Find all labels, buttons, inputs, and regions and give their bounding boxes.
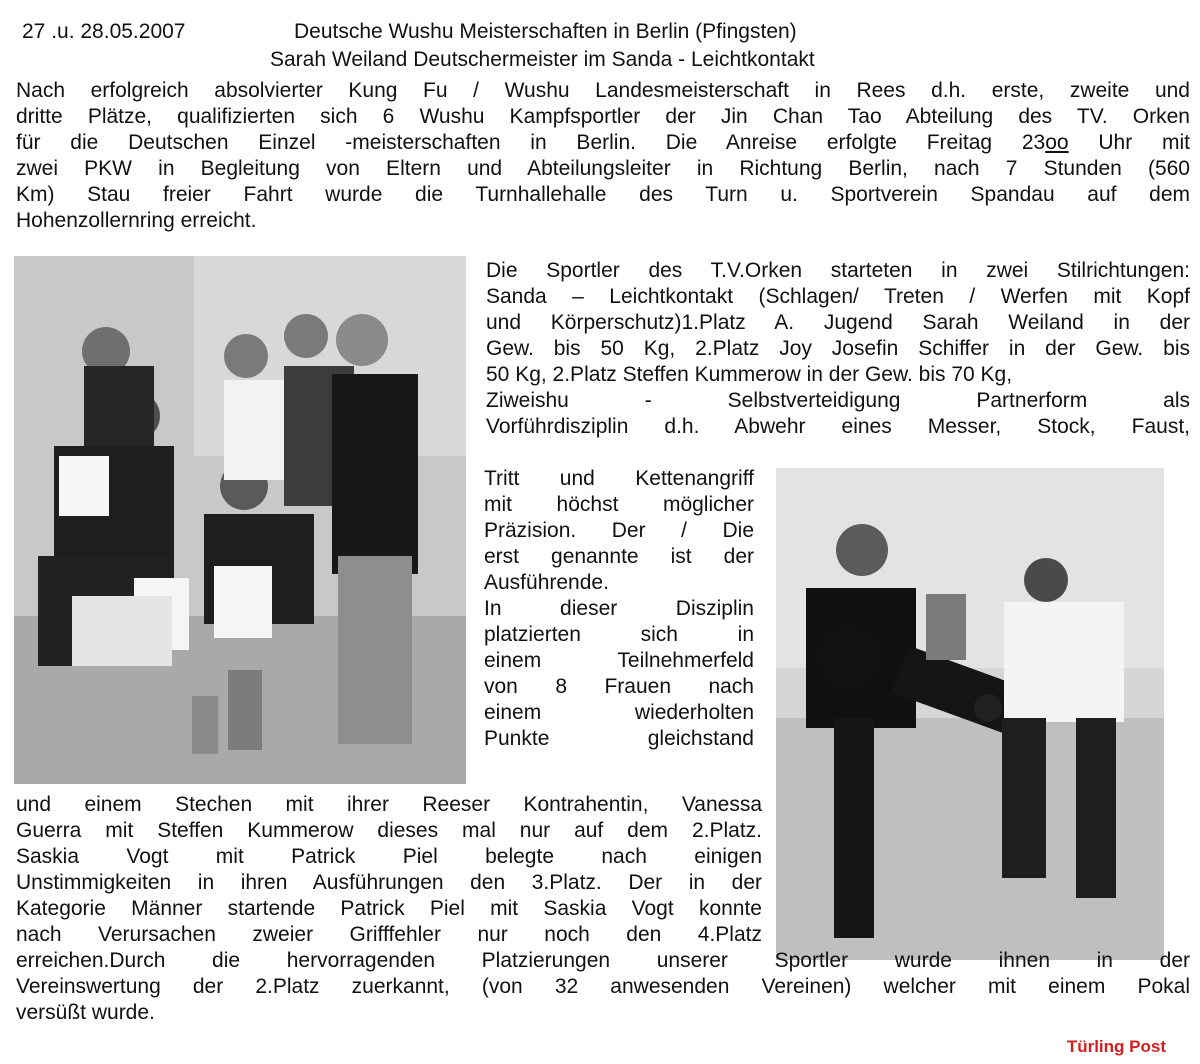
right-column-line: Gew. bis 50 Kg, 2.Platz Joy Josefin Schiffer in der Gew. bis	[486, 337, 1190, 360]
article-date: 27 .u. 28.05.2007	[22, 20, 186, 43]
team-photo-image	[14, 256, 466, 784]
final-line: erreichen.Durch die hervorragenden Platzierungen unserer Sportler wurde ihnen in der	[16, 949, 1190, 972]
bottom-column-line: Saskia Vogt mit Patrick Piel belegte nach einigen	[16, 845, 762, 868]
team-photo	[14, 256, 466, 784]
intro-line	[16, 130, 1190, 156]
intro-line: zwei PKW in Begleitung von Eltern und Abteilungsleiter in Richtung Berlin, nach 7 Stunden (560	[16, 157, 1190, 180]
intro-line3-text: für die Deutschen Einzel -meisterschaften in Berlin. Die Anreise erfolgte Freitag 23	[16, 131, 1046, 154]
article-title-line1: Deutsche Wushu Meisterschaften in Berlin (Pfingsten)	[294, 20, 797, 43]
source-credit: Türling Post	[1066, 1037, 1166, 1056]
narrow-column-line: einem Teilnehmerfeld	[484, 649, 754, 672]
final-paragraph	[16, 948, 1190, 1026]
narrow-column-line: Tritt und Kettenangriff	[484, 467, 754, 490]
intro-paragraph	[16, 78, 1190, 234]
narrow-column-line: Punkte gleichstand	[484, 727, 754, 750]
right-column-line: 50 Kg, 2.Platz Steffen Kummerow in der Gew. bis 70 Kg,	[486, 363, 1013, 386]
right-column-line: Die Sportler des T.V.Orken starteten in zwei Stilrichtungen:	[486, 259, 1190, 282]
right-column-line: Ziweishu - Selbstverteidigung Partnerform als	[486, 389, 1190, 412]
intro-line: Km) Stau freier Fahrt wurde die Turnhallehalle des Turn u. Sportverein Spandau auf dem	[16, 183, 1190, 206]
narrow-column-paragraph	[484, 466, 754, 752]
bottom-column-line: nach Verursachen zweier Grifffehler nur noch den 4.Platz	[16, 923, 762, 946]
bottom-column-paragraph	[16, 792, 762, 948]
narrow-column-line: platzierten sich in	[484, 623, 754, 646]
article-title-line2: Sarah Weiland Deutschermeister im Sanda - Leichtkontakt	[270, 48, 815, 71]
narrow-column-line: Ausführende.	[484, 571, 609, 594]
right-column-paragraph	[486, 258, 1190, 440]
intro-line: Hohenzollernring erreicht.	[16, 209, 257, 232]
intro-line: Nach erfolgreich absolvierter Kung Fu / Wushu Landesmeisterschaft in Rees d.h. erste, zweite und	[16, 79, 1190, 102]
bottom-column-line: Guerra mit Steffen Kummerow dieses mal nur auf dem 2.Platz.	[16, 819, 762, 842]
narrow-column-line: Präzision. Der / Die	[484, 519, 754, 542]
final-line: versüßt wurde.	[16, 1001, 155, 1024]
narrow-column-line: erst genannte ist der	[484, 545, 754, 568]
kick-photo-image	[776, 468, 1164, 960]
bottom-column-line: und einem Stechen mit ihrer Reeser Kontrahentin, Vanessa	[16, 793, 762, 816]
bottom-column-line: Kategorie Männer startende Patrick Piel mit Saskia Vogt konnte	[16, 897, 762, 920]
intro-time-superscript: oo	[1045, 131, 1069, 154]
narrow-column-line: In dieser Disziplin	[484, 597, 754, 620]
right-column-line: Sanda – Leichtkontakt (Schlagen/ Treten / Werfen mit Kopf	[486, 285, 1190, 308]
right-column-line: Vorführdisziplin d.h. Abwehr eines Messer, Stock, Faust,	[486, 415, 1190, 438]
right-column-line: und Körperschutz)1.Platz A. Jugend Sarah Weiland in der	[486, 311, 1190, 334]
intro-line3-tail: Uhr mit	[1068, 131, 1191, 154]
bottom-column-line: Unstimmigkeiten in ihren Ausführungen den 3.Platz. Der in der	[16, 871, 762, 894]
narrow-column-line: von 8 Frauen nach	[484, 675, 754, 698]
narrow-column-line: mit höchst möglicher	[484, 493, 754, 516]
narrow-column-line: einem wiederholten	[484, 701, 754, 724]
intro-line: dritte Plätze, qualifizierten sich 6 Wushu Kampfsportler der Jin Chan Tao Abteilung des TV. Orken	[16, 105, 1190, 128]
kick-photo	[776, 468, 1164, 960]
final-line: Vereinswertung der 2.Platz zuerkannt, (von 32 anwesenden Vereinen) welcher mit einem Pokal	[16, 975, 1190, 998]
